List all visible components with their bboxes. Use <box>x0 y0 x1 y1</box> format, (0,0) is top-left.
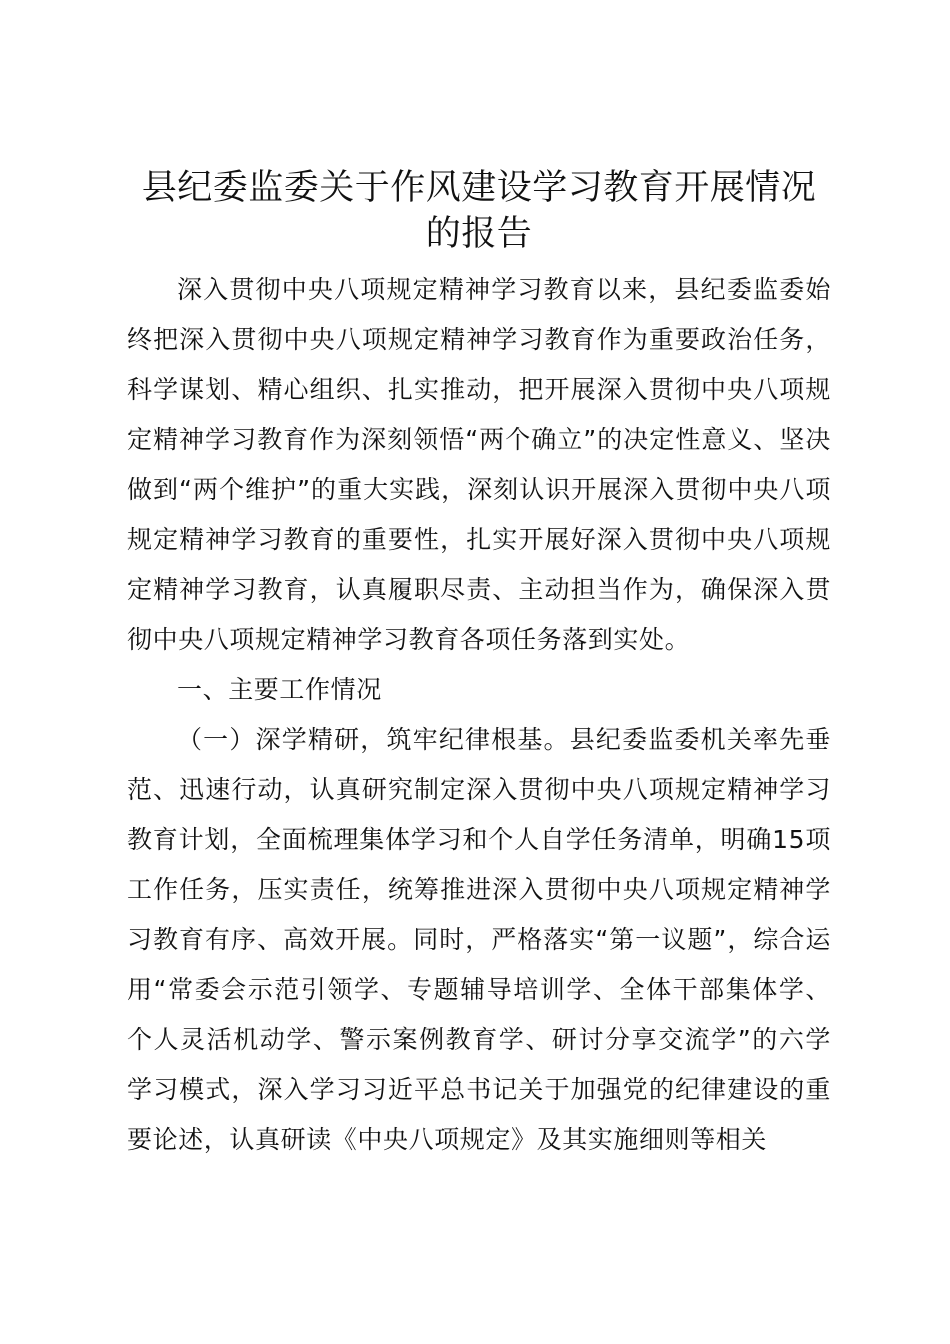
section-heading: 一、主要工作情况 <box>177 675 382 704</box>
intro-paragraph: 深入贯彻中央八项规定精神学习教育以来，县纪委监委始终把深入贯彻中央八项规定精神学习教育作为重要政治任务，科学谋划、精心组织、扎实推动，把开展深入贯彻中央八项规定精神学习教育作为深刻领悟“两个确立”的决定性意义、坚决做到“两个维护”的重大实践，深刻认识开展深入贯彻中央八项规定精神学习教育的重要性，扎实开展好深入贯彻中央八项规定精神学习教育，认真履职尽责、主动担当作为，确保深入贯彻中央八项规定精神学习教育各项任务落到实处。 <box>127 275 831 654</box>
section-paragraph: （一）深学精研，筑牢纪律根基。县纪委监委机关率先垂范、迅速行动，认真研究制定深入贯彻中央八项规定精神学习教育计划，全面梳理集体学习和个人自学任务清单，明确15项工作任务，压实责任，统筹推进深入贯彻中央八项规定精神学习教育有序、高效开展。同时，严格落实“第一议题”，综合运用“常委会示范引领学、专题辅导培训学、全体干部集体学、个人灵活机动学、警示案例教育学、研讨分享交流学”的六学学习模式，深入学习习近平总书记关于加强党的纪律建设的重要论述，认真研读《中央八项规定》及其实施细则等相关 <box>127 725 831 1154</box>
document-body <box>127 165 831 1165</box>
document-title: 县纪委监委关于作风建设学习教育开展情况的报告 <box>141 168 817 254</box>
